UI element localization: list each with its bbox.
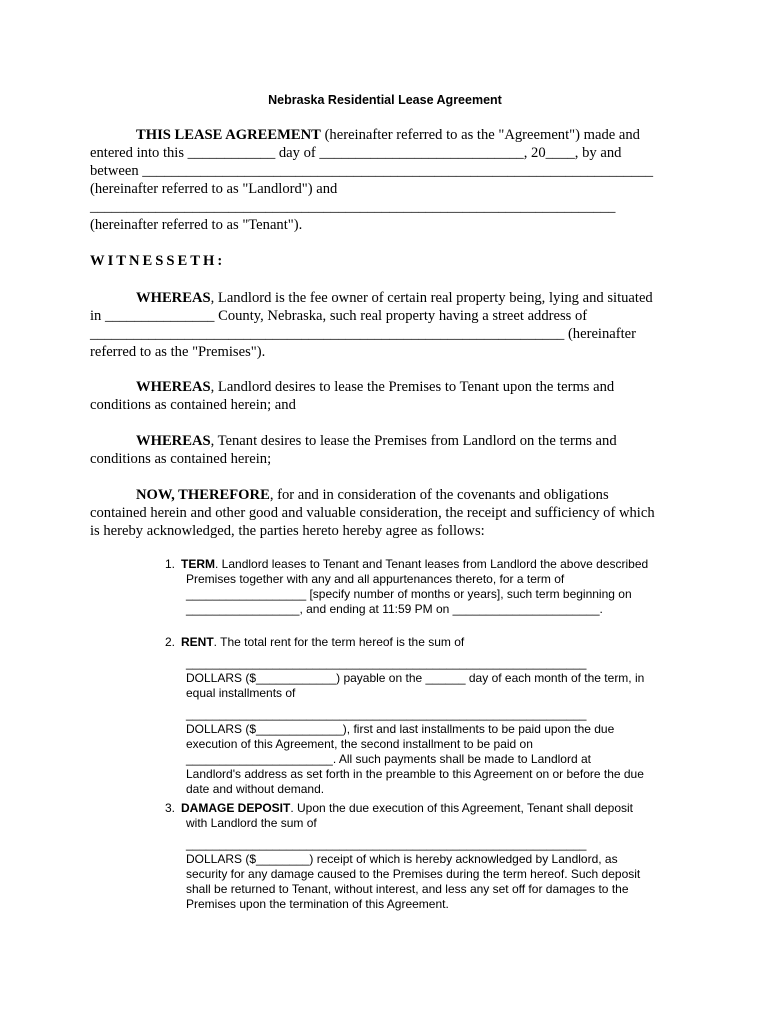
whereas-paragraph-3: WHEREAS, Tenant desires to lease the Premises from Landlord on the terms and conditions as contained herein; [90, 433, 617, 467]
intro-lead: THIS LEASE AGREEMENT [136, 127, 321, 143]
whereas-paragraph-1: WHEREAS, Landlord is the fee owner of certain real property being, lying and situated in _______________ County, Nebraska, such real property having a street address of _________________________________________________________________ (hereinafter referred to as the "Premises"). [90, 290, 653, 360]
section-rent: 2. RENT. The total rent for the term hereof is the sum of ____________________________________________________________ DOLLARS ($____________) payable on the ______ day of each month of the term, in equal installments of ____________________________________________________________ DOLLARS ($_____________), first and last installments to be paid upon the due execution of this Agreement, the second installment to be paid on ______________________. All such payments shall be made to Landlord at Landlord's address as set forth in the preamble to this Agreement on or before the due date and without demand. [165, 635, 645, 796]
witnesseth-heading: WITNESSETH: [90, 253, 226, 269]
whereas-paragraph-2: WHEREAS, Landlord desires to lease the Premises to Tenant upon the terms and conditions as contained herein; and [90, 379, 615, 413]
section-damage-deposit: 3. DAMAGE DEPOSIT. Upon the due execution of this Agreement, Tenant shall deposit with Landlord the sum of ____________________________________________________________ DOLLARS ($________) receipt of which is hereby acknowledged by Landlord, as security for any damage caused to the Premises during the term hereof. Such deposit shall be returned to Tenant, without interest, and less any set off for damages to the Premises upon the termination of this Agreement. [165, 801, 641, 911]
intro-paragraph: THIS LEASE AGREEMENT (hereinafter referred to as the "Agreement") made and entered into this ____________ day of ____________________________, 20____, by and between ______________________________________________________________________ (hereinafter referred to as "Landlord") and ________________________________________________________________________ (hereinafter referred to as "Tenant"). [90, 127, 654, 233]
now-therefore-paragraph: NOW, THEREFORE, for and in consideration of the covenants and obligations contained herein and other good and valuable consideration, the receipt and sufficiency of which is hereby acknowledged, the parties hereto hereby agree as follows: [90, 487, 655, 539]
section-term: 1. TERM. Landlord leases to Tenant and Tenant leases from Landlord the above described Premises together with any and all appurtenances thereto, for a term of __________________ [specify number of months or years], such term beginning on _________________, and ending at 11:59 PM on ______________________. [165, 557, 649, 616]
document-title: Nebraska Residential Lease Agreement [268, 93, 502, 107]
